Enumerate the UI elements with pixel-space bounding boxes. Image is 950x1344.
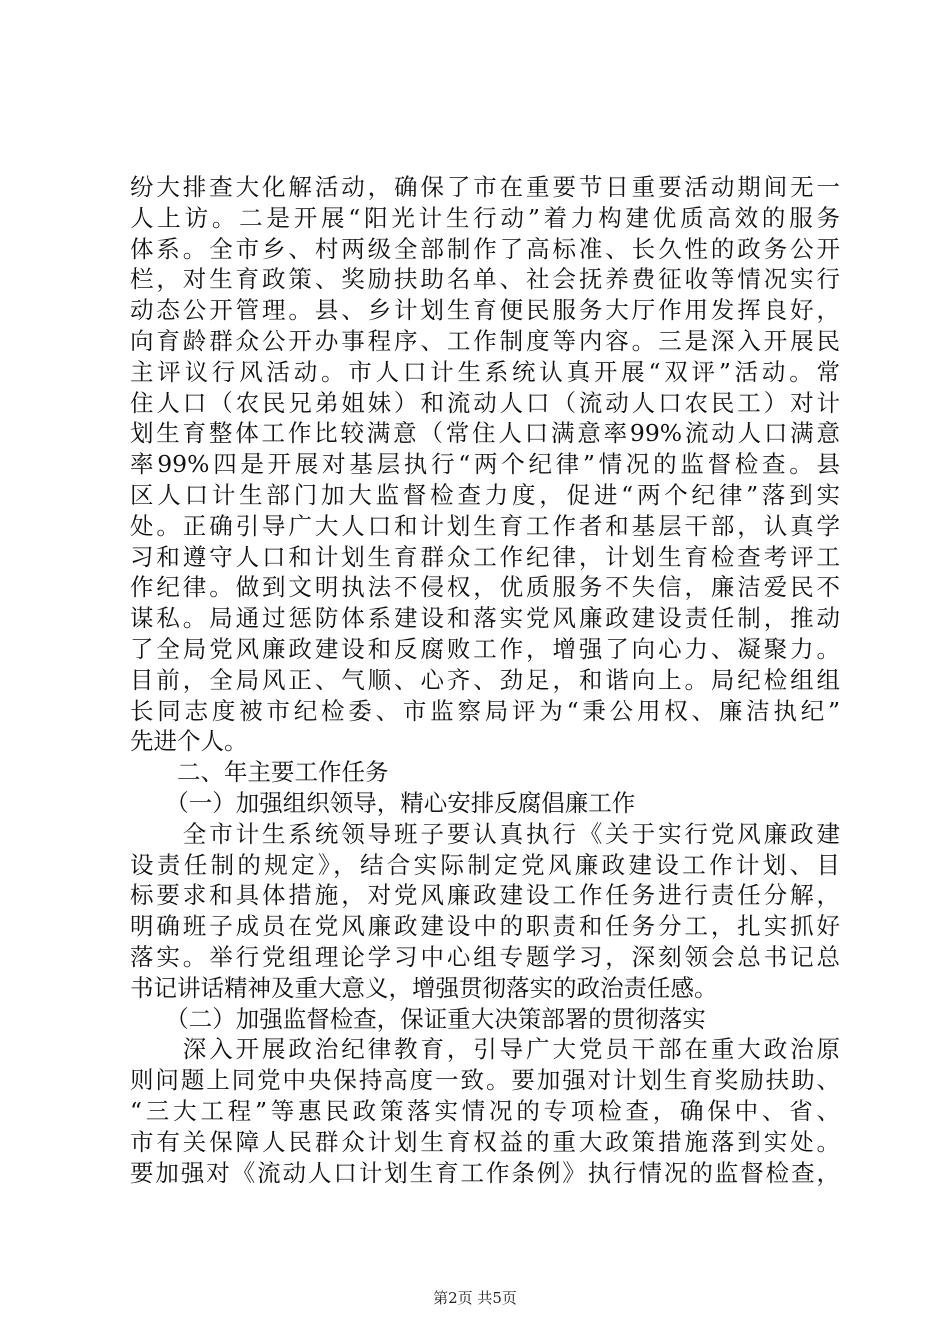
text-line: 书记讲话精神及重大意义，增强贯彻落实的政治责任感。: [130, 973, 718, 1002]
text-line: 区人口计生部门加大监督检查力度，促进“两个纪律”落到实: [130, 480, 840, 509]
text-line: 落实。举行党组理论学习中心组专题学习，深刻领会总书记总: [130, 942, 840, 971]
text-line: 动态公开管理。县、乡计划生育便民服务大厅作用发挥良好，: [130, 296, 840, 325]
text-line: 习和遵守人口和计划生育群众工作纪律，计划生育检查考评工: [130, 542, 840, 571]
body-text: [130, 172, 840, 1188]
text-line: 先进个人。: [130, 727, 248, 756]
text-line: 住人口（农民兄弟姐妹）和流动人口（流动人口农民工）对计: [130, 388, 840, 417]
text-line: （一）加强组织领导，精心安排反腐倡廉工作: [130, 788, 636, 817]
text-line: 谋私。局通过惩防体系建设和落实党风廉政建设责任制，推动: [130, 604, 840, 633]
text-line: 作纪律。做到文明执法不侵权，优质服务不失信，廉洁爱民不: [130, 573, 840, 602]
text-line: 市有关保障人民群众计划生育权益的重大政策措施落到实处。: [130, 1127, 840, 1156]
text-line: （二）加强监督检查，保证重大决策部署的贯彻落实: [130, 1004, 706, 1033]
text-line: 长同志度被市纪检委、市监察局评为“秉公用权、廉洁执纪”: [130, 696, 840, 725]
text-line: 二、年主要工作任务: [130, 758, 389, 787]
text-line: 则问题上同党中央保持高度一致。要加强对计划生育奖励扶助、: [130, 1066, 840, 1095]
text-line: 体系。全市乡、村两级全部制作了高标准、长久性的政务公开: [130, 234, 840, 263]
text-line: 划生育整体工作比较满意（常住人口满意率99%流动人口满意: [130, 419, 840, 448]
text-line: 栏，对生育政策、奖励扶助名单、社会抚养费征收等情况实行: [130, 265, 840, 294]
text-line: 人上访。二是开展“阳光计生行动”着力构建优质高效的服务: [130, 203, 840, 232]
text-line: 标要求和具体措施，对党风廉政建设工作任务进行责任分解，: [130, 881, 840, 910]
text-line: 明确班子成员在党风廉政建设中的职责和任务分工，扎实抓好: [130, 912, 840, 941]
text-line: 全市计生系统领导班子要认真执行《关于实行党风廉政建: [130, 819, 840, 848]
text-line: “三大工程”等惠民政策落实情况的专项检查，确保中、省、: [130, 1096, 840, 1125]
text-line: 要加强对《流动人口计划生育工作条例》执行情况的监督检查，: [130, 1158, 840, 1187]
text-line: 纷大排查大化解活动，确保了市在重要节日重要活动期间无一: [130, 173, 840, 201]
text-line: 处。正确引导广大人口和计划生育工作者和基层干部，认真学: [130, 511, 840, 540]
text-line: 率99%四是开展对基层执行“两个纪律”情况的监督检查。县: [130, 450, 840, 479]
page-footer: 第2页 共5页: [433, 1289, 517, 1307]
text-line: 深入开展政治纪律教育，引导广大党员干部在重大政治原: [130, 1035, 840, 1064]
text-line: 了全局党风廉政建设和反腐败工作，增强了向心力、凝聚力。: [130, 634, 840, 663]
text-line: 目前，全局风正、气顺、心齐、劲足，和谐向上。局纪检组组: [130, 665, 840, 694]
text-line: 向育龄群众公开办事程序、工作制度等内容。三是深入开展民: [130, 326, 840, 355]
text-line: 主评议行风活动。市人口计生系统认真开展“双评”活动。常: [130, 357, 840, 386]
text-line: 设责任制的规定》，结合实际制定党风廉政建设工作计划、目: [130, 850, 840, 879]
